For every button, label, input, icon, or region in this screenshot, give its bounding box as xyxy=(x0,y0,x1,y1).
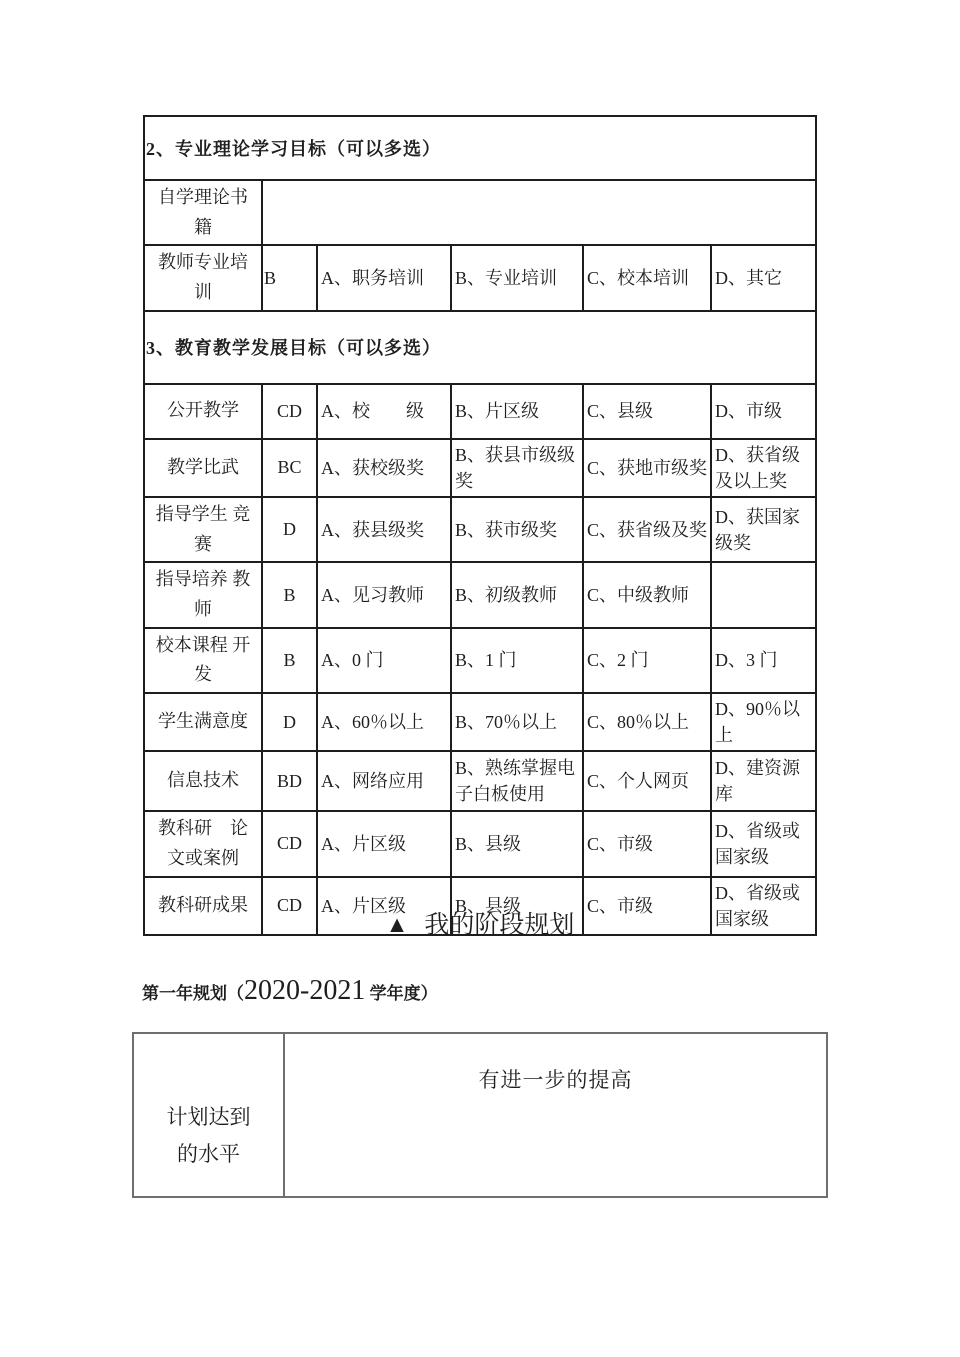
option-a: A、片区级 xyxy=(317,811,451,876)
row-answer: B xyxy=(262,245,317,310)
row-label: 教师专业培训 xyxy=(144,245,262,310)
row-label: 自学理论书籍 xyxy=(144,180,262,245)
row-label: 指导学生 竞赛 xyxy=(144,497,262,562)
plan-table-row xyxy=(133,1033,827,1197)
option-b: B、熟练掌握电子白板使用 xyxy=(451,751,583,811)
plan-table xyxy=(132,1032,828,1198)
option-b: B、70％以上 xyxy=(451,693,583,751)
plan-row-value xyxy=(284,1033,827,1197)
option-b: B、初级教师 xyxy=(451,562,583,627)
option-c: C、中级教师 xyxy=(583,562,711,627)
option-d: D、获国家级奖 xyxy=(711,497,816,562)
option-b: B、县级 xyxy=(451,877,583,935)
table-row xyxy=(144,497,816,562)
row-answer: CD xyxy=(262,384,317,439)
option-a: A、网络应用 xyxy=(317,751,451,811)
option-a: A、校 级 xyxy=(317,384,451,439)
option-b: B、获市级奖 xyxy=(451,497,583,562)
row-answer: CD xyxy=(262,877,317,935)
section-header-row xyxy=(144,116,816,180)
table-row xyxy=(144,245,816,310)
option-a: A、获校级奖 xyxy=(317,439,451,497)
option-d: D、省级或国家级 xyxy=(711,877,816,935)
option-a: A、0 门 xyxy=(317,628,451,693)
year-plan-prefix: 第一年规划（ xyxy=(142,984,244,1003)
row-answer: CD xyxy=(262,811,317,876)
year-plan-years: 2020-2021 xyxy=(244,975,366,1006)
row-label: 校本课程 开发 xyxy=(144,628,262,693)
triangle-marker-icon: ▲ xyxy=(385,912,409,937)
plan-label-line2: 的水平 xyxy=(177,1141,240,1166)
option-b: B、专业培训 xyxy=(451,245,583,310)
row-answer: D xyxy=(262,693,317,751)
option-c: C、2 门 xyxy=(583,628,711,693)
section-header-row xyxy=(144,311,816,384)
row-answer: B xyxy=(262,628,317,693)
row-answer: D xyxy=(262,497,317,562)
section-title: 3、教育教学发展目标（可以多选） xyxy=(144,311,816,384)
option-d: D、市级 xyxy=(711,384,816,439)
plan-row-label xyxy=(133,1033,284,1197)
option-d xyxy=(711,562,816,627)
table-row xyxy=(144,751,816,811)
table-row xyxy=(144,628,816,693)
section-title: 2、专业理论学习目标（可以多选） xyxy=(144,116,816,180)
option-a: A、职务培训 xyxy=(317,245,451,310)
goal-table xyxy=(143,115,817,936)
option-d: D、获省级及以上奖 xyxy=(711,439,816,497)
row-answer: BC xyxy=(262,439,317,497)
option-a: A、见习教师 xyxy=(317,562,451,627)
row-answer: B xyxy=(262,562,317,627)
option-c: C、县级 xyxy=(583,384,711,439)
option-c: C、获省级及奖 xyxy=(583,497,711,562)
option-c: C、个人网页 xyxy=(583,751,711,811)
option-a: A、获县级奖 xyxy=(317,497,451,562)
option-c: C、获地市级奖 xyxy=(583,439,711,497)
row-label: 教科研成果 xyxy=(144,877,262,935)
option-a: A、60％以上 xyxy=(317,693,451,751)
year-plan-suffix: 学年度） xyxy=(365,984,438,1003)
option-d: D、建资源库 xyxy=(711,751,816,811)
row-label: 学生满意度 xyxy=(144,693,262,751)
option-c: C、校本培训 xyxy=(583,245,711,310)
option-d: D、3 门 xyxy=(711,628,816,693)
plan-value-text: 有进一步的提高 xyxy=(478,1068,633,1092)
table-row xyxy=(144,384,816,439)
stage-heading xyxy=(0,905,960,941)
plan-label-line1: 计划达到 xyxy=(166,1104,251,1129)
row-answer: BD xyxy=(262,751,317,811)
table-row xyxy=(144,439,816,497)
table-row xyxy=(144,693,816,751)
option-c: C、市级 xyxy=(583,811,711,876)
option-b: B、获县市级级奖 xyxy=(451,439,583,497)
option-d: D、其它 xyxy=(711,245,816,310)
year-plan-heading xyxy=(142,972,438,1012)
option-a: A、片区级 xyxy=(317,877,451,935)
table-row xyxy=(144,562,816,627)
option-b: B、片区级 xyxy=(451,384,583,439)
row-label: 教学比武 xyxy=(144,439,262,497)
row-label: 指导培养 教师 xyxy=(144,562,262,627)
row-label: 公开教学 xyxy=(144,384,262,439)
option-c: C、市级 xyxy=(583,877,711,935)
row-label: 信息技术 xyxy=(144,751,262,811)
table-row xyxy=(144,811,816,876)
option-b: B、1 门 xyxy=(451,628,583,693)
option-d: D、90％以上 xyxy=(711,693,816,751)
stage-heading-text: 我的阶段规划 xyxy=(424,912,575,939)
row-label: 教科研 论文或案例 xyxy=(144,811,262,876)
option-d: D、省级或国家级 xyxy=(711,811,816,876)
table-row xyxy=(144,180,816,245)
option-c: C、80％以上 xyxy=(583,693,711,751)
option-b: B、县级 xyxy=(451,811,583,876)
row-blank-cell xyxy=(262,180,816,245)
